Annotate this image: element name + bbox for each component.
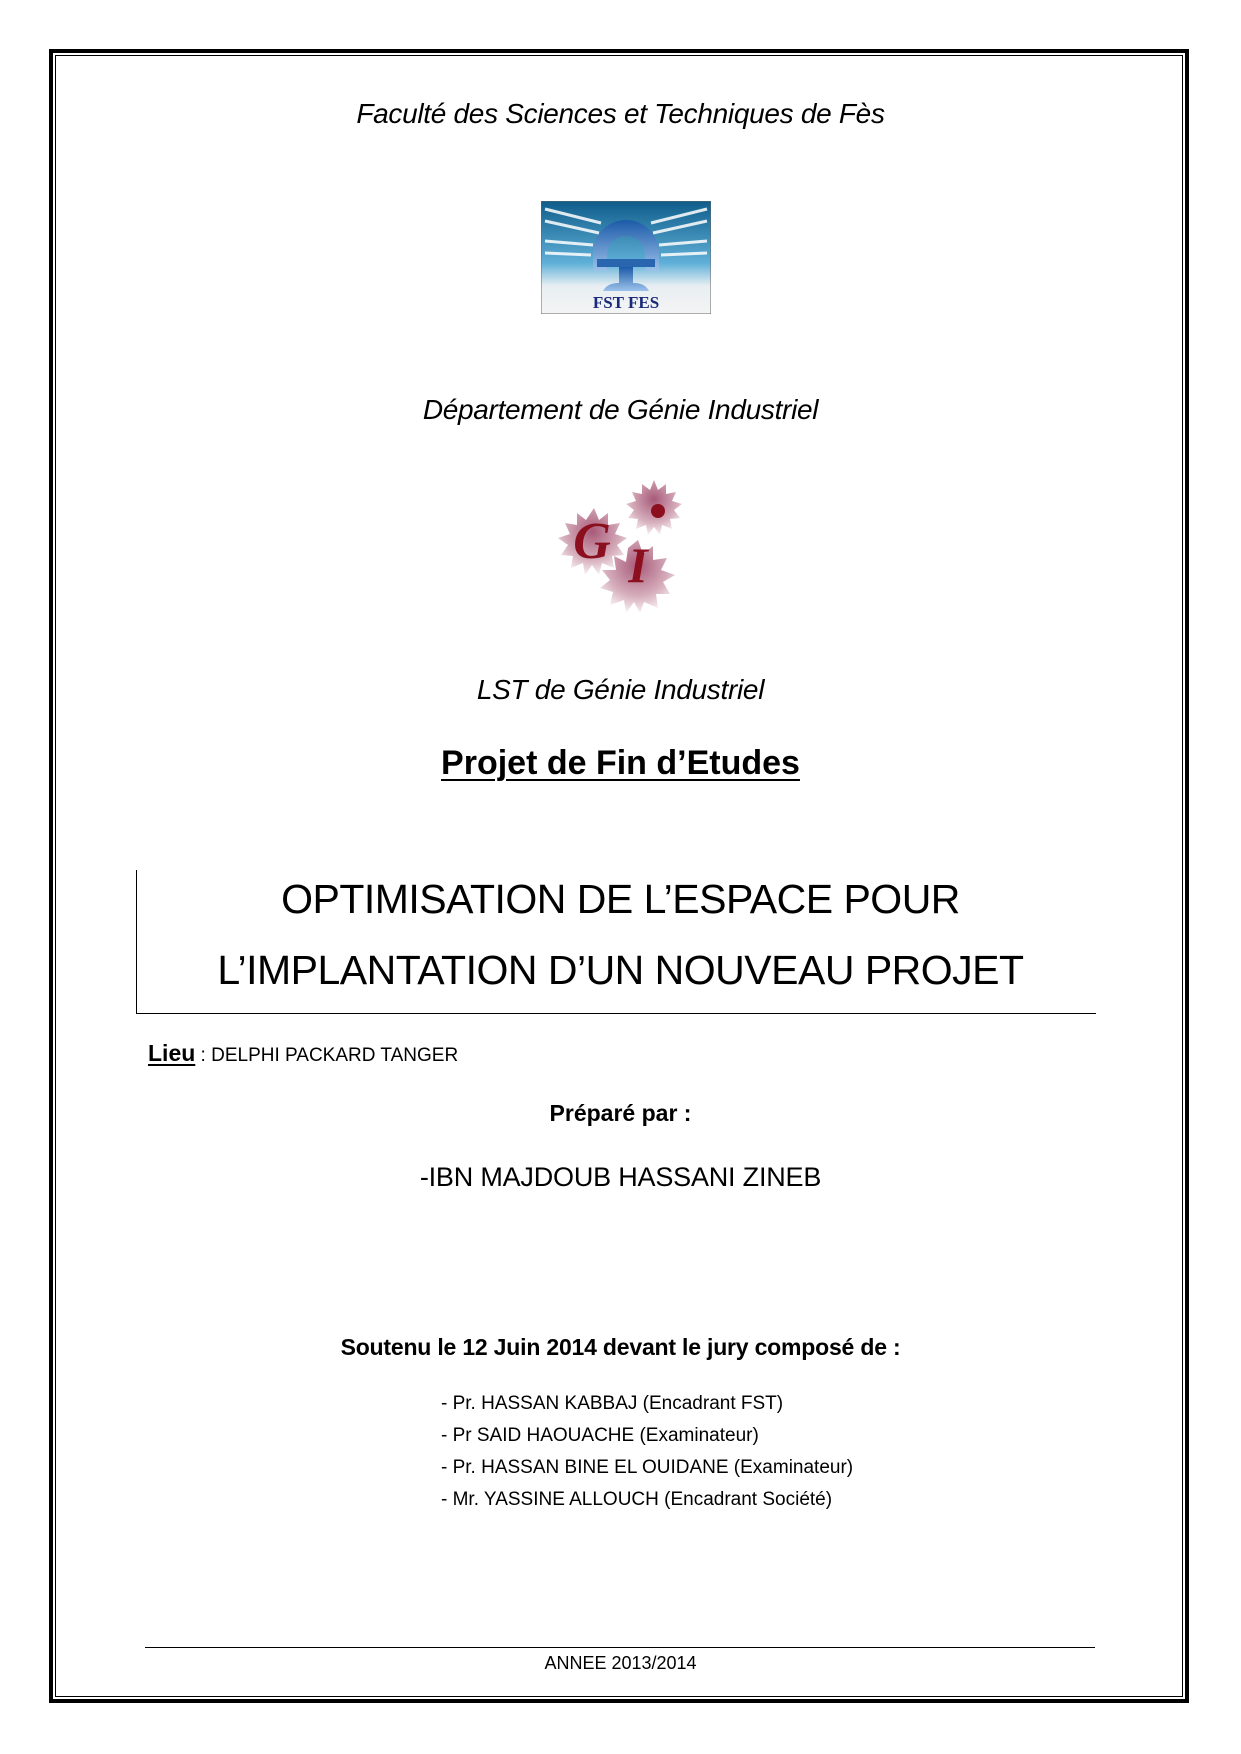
jury-list	[441, 1388, 853, 1516]
project-title-line-1: OPTIMISATION DE L’ESPACE POUR	[281, 876, 960, 922]
project-type-text: Projet de Fin d’Etudes	[441, 744, 800, 782]
location	[148, 1040, 458, 1067]
jury-member: - Mr. YASSINE ALLOUCH (Encadrant Société)	[441, 1489, 833, 1510]
department-name: Département de Génie Industriel	[422, 394, 819, 425]
project-type-heading	[0, 744, 1241, 783]
svg-text:G: G	[573, 513, 611, 570]
program-name: LST de Génie Industriel	[476, 674, 765, 705]
defense-statement: Soutenu le 12 Juin 2014 devant le jury composé de :	[340, 1334, 901, 1360]
prepared-by-label: Préparé par :	[549, 1100, 692, 1126]
footer-divider	[145, 1647, 1095, 1648]
gi-logo	[556, 478, 696, 613]
fst-logo	[541, 201, 711, 314]
location-label: Lieu	[148, 1040, 196, 1066]
project-title-line-2: L’IMPLANTATION D’UN NOUVEAU PROJET	[217, 947, 1024, 993]
academic-year: ANNEE 2013/2014	[544, 1653, 697, 1673]
jury-member: - Pr. HASSAN KABBAJ (Encadrant FST)	[441, 1393, 784, 1414]
location-value: : DELPHI PACKARD TANGER	[195, 1045, 459, 1066]
jury-member: - Pr. HASSAN BINE EL OUIDANE (Examinateur)	[441, 1457, 854, 1478]
jury-member: - Pr SAID HAOUACHE (Examinateur)	[441, 1425, 759, 1446]
author-name: -IBN MAJDOUB HASSANI ZINEB	[419, 1162, 822, 1192]
svg-text:I: I	[628, 537, 648, 593]
faculty-name: Faculté des Sciences et Techniques de Fès	[356, 98, 885, 129]
svg-text:FST FES: FST FES	[592, 293, 660, 312]
